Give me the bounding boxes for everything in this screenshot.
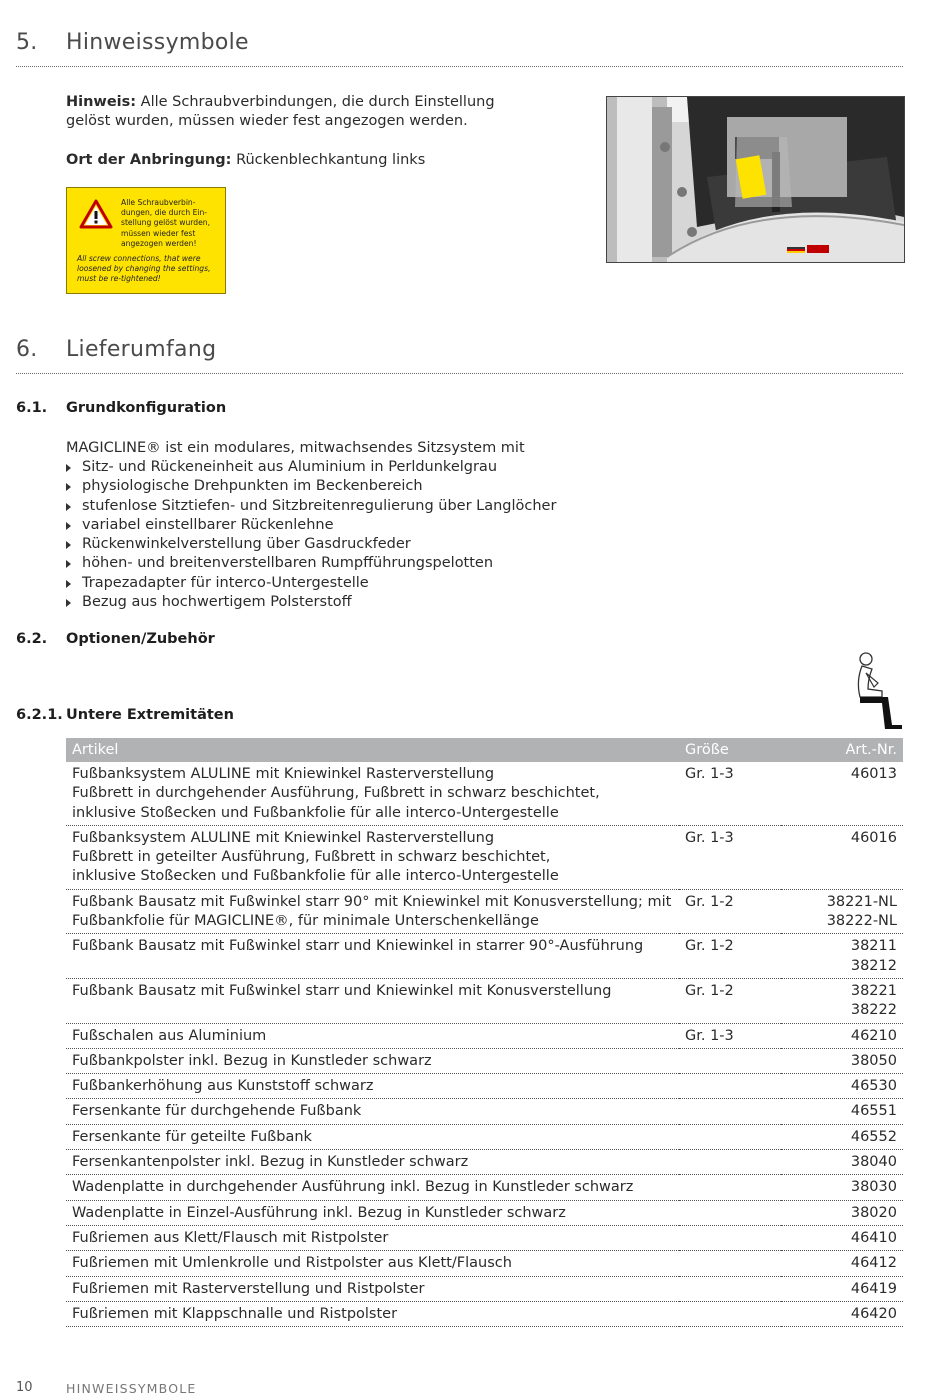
- size-cell: [679, 1276, 781, 1301]
- art-nr-text: 46420: [850, 1305, 897, 1322]
- note-text-line-2: gelöst wurden, müssen wieder fest angezogen werden.: [66, 113, 468, 130]
- list-item-text: Rückenwinkelverstellung über Gasdruckfeder: [82, 536, 411, 553]
- article-cell: [66, 1200, 679, 1225]
- table-row: [66, 825, 903, 889]
- table-row: [66, 978, 903, 1023]
- art-nr-cell: [781, 762, 903, 825]
- article-text-line: Fußbankfolie für MAGICLINE®, für minimale Unterschenkellänge: [72, 913, 539, 930]
- bullet-arrow-icon: [66, 541, 71, 549]
- art-nr-text: 38020: [850, 1204, 897, 1221]
- article-cell: [66, 978, 679, 1023]
- art-nr-cell: [781, 1301, 903, 1326]
- article-cell: [66, 1276, 679, 1301]
- article-cell: [66, 762, 679, 825]
- table-body: [66, 762, 903, 1327]
- art-nr-text: 38211: [850, 938, 897, 955]
- art-nr-text: 46016: [850, 829, 897, 846]
- bullet-arrow-icon: [66, 503, 71, 511]
- config-bullet-list: [66, 458, 556, 612]
- art-nr-cell: [781, 1175, 903, 1200]
- section-title: Hinweissymbole: [66, 30, 249, 55]
- list-item-text: höhen- und breitenverstellbaren Rumpfführungspelotten: [82, 555, 494, 572]
- article-text-line: Fußbankerhöhung aus Kunststoff schwarz: [72, 1078, 374, 1095]
- warning-en-line: All screw connections, that were: [77, 254, 201, 263]
- article-text-line: Fußriemen mit Rasterverstellung und Ristpolster: [72, 1280, 425, 1297]
- art-nr-text: 46530: [850, 1078, 897, 1095]
- bullet-arrow-icon: [66, 599, 71, 607]
- subsection-title: Untere Extremitäten: [66, 707, 234, 723]
- article-text-line: Fußschalen aus Aluminium: [72, 1027, 267, 1044]
- art-nr-text: 38222: [850, 1002, 897, 1019]
- list-item: [66, 497, 556, 516]
- list-item: [66, 593, 556, 612]
- table-header-row: [66, 738, 903, 762]
- list-item-text: stufenlose Sitztiefen- und Sitzbreitenregulierung über Langlöcher: [82, 497, 557, 514]
- warning-label: [66, 187, 226, 294]
- column-header-size: Größe: [679, 738, 781, 762]
- warning-en-line: loosened by changing the settings,: [77, 264, 211, 274]
- note-paragraph: [66, 93, 586, 132]
- article-text-line: Fußriemen aus Klett/Flausch mit Ristpolster: [72, 1229, 389, 1246]
- article-text-line: Fußbankpolster inkl. Bezug in Kunstleder schwarz: [72, 1052, 432, 1069]
- table-row: [66, 1023, 903, 1048]
- list-item-text: variabel einstellbarer Rückenlehne: [82, 516, 334, 533]
- bullet-arrow-icon: [66, 580, 71, 588]
- size-cell: Gr. 1-2: [679, 978, 781, 1023]
- art-nr-cell: [781, 1023, 903, 1048]
- warning-de-line: müssen wieder fest: [121, 228, 196, 238]
- article-text-line: Fußbank Bausatz mit Fußwinkel starr und Kniewinkel in starrer 90°-Ausführung: [72, 938, 644, 955]
- art-nr-cell: [781, 934, 903, 979]
- table-row: [66, 1074, 903, 1099]
- article-text-line: Fersenkantenpolster inkl. Bezug in Kunstleder schwarz: [72, 1154, 469, 1171]
- article-text-line: Fußbanksystem ALULINE mit Kniewinkel Rasterverstellung: [72, 829, 495, 846]
- article-cell: [66, 1175, 679, 1200]
- mounting-location-photo: [606, 96, 905, 263]
- list-item: [66, 516, 556, 535]
- column-header-article: Artikel: [66, 738, 679, 762]
- section-number: 5.: [16, 30, 38, 55]
- art-nr-cell: [781, 1150, 903, 1175]
- page-number: 10: [16, 1380, 33, 1395]
- list-item-text: Bezug aus hochwertigem Polsterstoff: [82, 594, 352, 611]
- size-cell: [679, 1150, 781, 1175]
- table-row: [66, 1225, 903, 1250]
- location-paragraph: [66, 151, 586, 170]
- list-item: [66, 535, 556, 554]
- article-cell: [66, 934, 679, 979]
- art-nr-text: 38050: [850, 1052, 897, 1069]
- art-nr-text: 46013: [850, 766, 897, 782]
- accessories-table: [66, 738, 903, 1327]
- subsection-number: 6.1.: [16, 400, 48, 416]
- warning-de-line: angezogen werden!: [121, 238, 197, 248]
- subsection-number: 6.2.: [16, 631, 48, 647]
- list-item: [66, 554, 556, 573]
- article-text-line: Fersenkante für geteilte Fußbank: [72, 1128, 312, 1145]
- article-text-line: Wadenplatte in Einzel-Ausführung inkl. Bezug in Kunstleder schwarz: [72, 1204, 566, 1221]
- article-cell: [66, 1301, 679, 1326]
- size-cell: [679, 1251, 781, 1276]
- size-cell: Gr. 1-3: [679, 1023, 781, 1048]
- list-item: [66, 458, 556, 477]
- section-title: Lieferumfang: [66, 337, 217, 362]
- footer-section-label: HINWEISSYMBOLE: [66, 1381, 197, 1396]
- art-nr-text: 46552: [850, 1128, 897, 1145]
- divider: [16, 66, 903, 67]
- warning-de-line: Alle Schraubverbin-: [121, 198, 196, 207]
- warning-de-line: stellung gelöst wurden,: [121, 218, 211, 228]
- article-text-line: Wadenplatte in durchgehender Ausführung inkl. Bezug in Kunstleder schwarz: [72, 1179, 634, 1196]
- bullet-arrow-icon: [66, 483, 71, 491]
- article-text-line: inklusive Stoßecken und Fußbankfolie für alle interco-Untergestelle: [72, 804, 559, 821]
- article-text-line: Fußbrett in geteilter Ausführung, Fußbrett in schwarz beschichtet,: [72, 849, 551, 866]
- art-nr-text: 38040: [850, 1154, 897, 1171]
- art-nr-text: 38030: [850, 1179, 897, 1196]
- subsection-6-2-1-heading: [16, 707, 616, 727]
- size-cell: Gr. 1-2: [679, 934, 781, 979]
- warning-text-de: [121, 198, 221, 249]
- column-header-art-nr: Art.-Nr.: [781, 738, 903, 762]
- location-label: Ort der Anbringung:: [66, 152, 232, 168]
- size-cell: [679, 1175, 781, 1200]
- article-text-line: Fußbrett in durchgehender Ausführung, Fußbrett in schwarz beschichtet,: [72, 785, 600, 802]
- size-cell: Gr. 1-2: [679, 889, 781, 934]
- table-row: [66, 1200, 903, 1225]
- table-row: [66, 1124, 903, 1149]
- size-cell: [679, 1225, 781, 1250]
- size-cell: Gr. 1-3: [679, 762, 781, 825]
- subsection-6-2-heading: [16, 631, 616, 651]
- table-row: [66, 1301, 903, 1326]
- article-text-line: Fußbank Bausatz mit Fußwinkel starr 90° mit Kniewinkel mit Konusverstellung; mit: [72, 893, 672, 910]
- article-cell: [66, 1150, 679, 1175]
- size-cell: [679, 1099, 781, 1124]
- article-cell: [66, 825, 679, 889]
- art-nr-text: 38212: [850, 957, 897, 974]
- list-item-text: Trapezadapter für interco-Untergestelle: [82, 574, 369, 591]
- config-intro: MAGICLINE® ist ein modulares, mitwachsendes Sitzsystem mit: [66, 440, 525, 456]
- article-cell: [66, 1074, 679, 1099]
- art-nr-text: 46419: [850, 1280, 897, 1297]
- article-text-line: Fußbank Bausatz mit Fußwinkel starr und Kniewinkel mit Konusverstellung: [72, 982, 612, 999]
- art-nr-cell: [781, 1200, 903, 1225]
- article-cell: [66, 1124, 679, 1149]
- size-cell: [679, 1124, 781, 1149]
- table-row: [66, 1175, 903, 1200]
- size-cell: [679, 1200, 781, 1225]
- art-nr-cell: [781, 1276, 903, 1301]
- table-row: [66, 1048, 903, 1073]
- divider: [16, 373, 903, 374]
- size-cell: [679, 1074, 781, 1099]
- article-cell: [66, 1251, 679, 1276]
- list-item: [66, 574, 556, 593]
- article-cell: [66, 1048, 679, 1073]
- art-nr-text: 38221: [850, 982, 897, 999]
- list-item-text: Sitz- und Rückeneinheit aus Aluminium in Perldunkelgrau: [82, 459, 498, 475]
- subsection-title: Optionen/Zubehör: [66, 631, 215, 647]
- photo-illustration: [607, 97, 904, 262]
- subsection-title: Grundkonfiguration: [66, 400, 227, 416]
- bullet-arrow-icon: [66, 522, 71, 530]
- art-nr-text: 46410: [850, 1229, 897, 1246]
- article-text-line: inklusive Stoßecken und Fußbankfolie für alle interco-Untergestelle: [72, 868, 559, 885]
- art-nr-cell: [781, 1074, 903, 1099]
- warning-de-line: dungen, die durch Ein-: [121, 208, 208, 218]
- art-nr-cell: [781, 978, 903, 1023]
- size-cell: Gr. 1-3: [679, 825, 781, 889]
- article-cell: [66, 1023, 679, 1048]
- article-cell: [66, 1225, 679, 1250]
- note-label: Hinweis:: [66, 94, 137, 110]
- article-text-line: Fußbanksystem ALULINE mit Kniewinkel Rasterverstellung: [72, 766, 495, 782]
- section-5-heading: [16, 30, 896, 58]
- list-item-text: physiologische Drehpunkten im Beckenbereich: [82, 478, 423, 495]
- art-nr-cell: [781, 1225, 903, 1250]
- art-nr-text: 46551: [850, 1103, 897, 1120]
- table-row: [66, 889, 903, 934]
- section-number: 6.: [16, 337, 38, 362]
- art-nr-cell: [781, 825, 903, 889]
- location-text: Rückenblechkantung links: [236, 152, 426, 168]
- seated-person-legs-icon: [852, 651, 906, 731]
- table-row: [66, 934, 903, 979]
- table-row: [66, 1099, 903, 1124]
- art-nr-text: 38222-NL: [826, 913, 897, 930]
- size-cell: [679, 1301, 781, 1326]
- art-nr-text: 46210: [850, 1027, 897, 1044]
- table-row: [66, 1251, 903, 1276]
- article-text-line: Fußriemen mit Klappschnalle und Ristpolster: [72, 1305, 398, 1322]
- art-nr-cell: [781, 1048, 903, 1073]
- bullet-arrow-icon: [66, 560, 71, 568]
- article-text-line: Fußriemen mit Umlenkrolle und Ristpolster aus Klett/Flausch: [72, 1255, 512, 1272]
- article-cell: [66, 1099, 679, 1124]
- warning-text-en: [77, 254, 222, 285]
- art-nr-text: 38221-NL: [826, 893, 897, 910]
- warning-triangle-icon: [79, 199, 113, 229]
- table-row: [66, 762, 903, 825]
- table-row: [66, 1276, 903, 1301]
- art-nr-cell: [781, 1099, 903, 1124]
- bullet-arrow-icon: [66, 464, 71, 472]
- size-cell: [679, 1048, 781, 1073]
- art-nr-cell: [781, 1124, 903, 1149]
- art-nr-cell: [781, 1251, 903, 1276]
- table-row: [66, 1150, 903, 1175]
- section-6-heading: [16, 337, 896, 365]
- note-text-line-1: Alle Schraubverbindungen, die durch Einstellung: [140, 94, 495, 110]
- warning-en-line: must be re-tightened!: [77, 274, 161, 284]
- art-nr-cell: [781, 889, 903, 934]
- article-text-line: Fersenkante für durchgehende Fußbank: [72, 1103, 362, 1120]
- article-cell: [66, 889, 679, 934]
- art-nr-text: 46412: [850, 1255, 897, 1272]
- subsection-number: 6.2.1.: [16, 707, 63, 723]
- subsection-6-1-heading: [16, 400, 616, 420]
- list-item: [66, 477, 556, 496]
